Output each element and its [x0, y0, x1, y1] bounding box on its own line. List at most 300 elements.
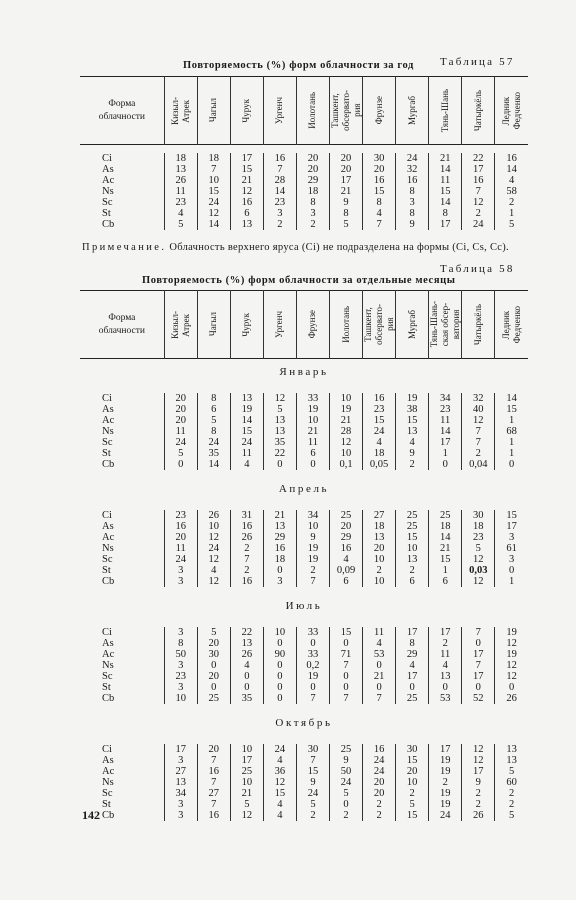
- table-cell: 31: [230, 510, 263, 521]
- table-cell: 5: [495, 810, 528, 821]
- station-name: Чагыл: [208, 312, 219, 337]
- table-cell: 26: [495, 693, 528, 704]
- table-cell: 10: [396, 777, 429, 788]
- table-row: [80, 219, 528, 230]
- station-name: Чурук: [241, 98, 252, 123]
- table-cell: 6: [396, 576, 429, 587]
- table-cell: 24: [197, 543, 230, 554]
- table-cell: 21: [330, 186, 363, 197]
- table-cell: 19: [296, 543, 329, 554]
- table-cell: 11: [429, 415, 462, 426]
- table-cell: 12: [495, 660, 528, 671]
- table-cell: 5: [495, 766, 528, 777]
- table-cell: 25: [396, 693, 429, 704]
- station-name: Фрунзе: [307, 310, 318, 339]
- table-cell: 6: [230, 208, 263, 219]
- table-cell: 12: [230, 186, 263, 197]
- table-cell: 10: [164, 693, 197, 704]
- cloud-form-label: St: [102, 447, 111, 459]
- table-cell: 14: [263, 186, 296, 197]
- table-cell: 16: [330, 543, 363, 554]
- cloud-form-label: Ac: [102, 531, 115, 543]
- note-text: Облачность верхнего яруса (Ci) не подразделена на формы (Ci, Cs, Cc).: [169, 242, 509, 253]
- table-cell: 3: [296, 208, 329, 219]
- table-cell: 16: [363, 744, 396, 755]
- table-cell: 16: [263, 153, 296, 164]
- column-header: [462, 77, 495, 145]
- cloud-form-label: Ac: [102, 765, 115, 777]
- table-cell: 17: [396, 627, 429, 638]
- table-cell: 26: [230, 649, 263, 660]
- cloud-form-label: Sc: [102, 553, 113, 565]
- table-cell: 16: [363, 393, 396, 404]
- table-cell: 3: [164, 627, 197, 638]
- table-cell: 19: [429, 766, 462, 777]
- station-name: Ургенч: [274, 97, 285, 124]
- table-cell: 8: [396, 186, 429, 197]
- table-cell: 26: [197, 510, 230, 521]
- table-cell: 5: [330, 788, 363, 799]
- table-cell: 20: [296, 153, 329, 164]
- table-cell: 2: [263, 219, 296, 230]
- station-name: Кизыл- Атрек: [169, 96, 191, 125]
- table-cell: 68: [495, 426, 528, 437]
- table-cell: 0: [495, 682, 528, 693]
- table-cell: 3: [164, 576, 197, 587]
- table-row: [80, 543, 528, 554]
- table-row: [80, 671, 528, 682]
- table-cell: 35: [263, 437, 296, 448]
- station-name: Чурук: [241, 312, 252, 337]
- table-row: [80, 766, 528, 777]
- table-cell: 6: [197, 404, 230, 415]
- table-cell: 0: [296, 638, 329, 649]
- cloud-form-label: Cb: [102, 692, 115, 704]
- table-cell: 28: [330, 426, 363, 437]
- table-cell: 33: [296, 649, 329, 660]
- table-row: [80, 627, 528, 638]
- table-cell: 23: [462, 532, 495, 543]
- table-cell: 7: [197, 799, 230, 810]
- table-row: [80, 682, 528, 693]
- table-cell: 25: [396, 521, 429, 532]
- table-cell: 29: [396, 649, 429, 660]
- table-cell: 2: [396, 788, 429, 799]
- table-cell: 13: [164, 164, 197, 175]
- table-cell: 3: [396, 197, 429, 208]
- table-cell: 19: [330, 404, 363, 415]
- table-cell: 15: [396, 755, 429, 766]
- table-cell: 23: [164, 510, 197, 521]
- table-cell: 17: [330, 175, 363, 186]
- table-cell: 4: [263, 810, 296, 821]
- table-cell: 15: [429, 554, 462, 565]
- table-cell: 5: [396, 799, 429, 810]
- month-heading: Октябрь: [275, 716, 333, 729]
- table-cell: 61: [495, 543, 528, 554]
- table-cell: 19: [429, 799, 462, 810]
- cloud-form-label: Sc: [102, 436, 113, 448]
- cloud-form-label: Ns: [102, 425, 114, 437]
- table-cell: 12: [462, 197, 495, 208]
- table-cell: 9: [330, 197, 363, 208]
- month-heading: Апрель: [278, 482, 330, 495]
- cloud-form-label: Ns: [102, 186, 114, 197]
- table-cell: 10: [296, 415, 329, 426]
- table-cell: 21: [330, 415, 363, 426]
- table-cell: 33: [296, 627, 329, 638]
- table-cell: 8: [330, 208, 363, 219]
- table-cell: 34: [429, 393, 462, 404]
- table-cell: 35: [197, 448, 230, 459]
- table-cell: 7: [462, 627, 495, 638]
- table-cell: 30: [296, 744, 329, 755]
- table-cell: 13: [230, 393, 263, 404]
- table-cell: 17: [429, 437, 462, 448]
- table-cell: 34: [164, 788, 197, 799]
- table-cell: 4: [363, 208, 396, 219]
- table-cell: 7: [462, 660, 495, 671]
- table-cell: 38: [396, 404, 429, 415]
- table-cell: 30: [396, 744, 429, 755]
- table-row: [80, 404, 528, 415]
- cloud-form-label: Ns: [102, 776, 114, 788]
- table-cell: 0,03: [462, 565, 495, 576]
- table-row: [80, 810, 528, 821]
- column-header: [429, 291, 462, 359]
- table-cell: 5: [263, 404, 296, 415]
- table-cell: 3: [164, 810, 197, 821]
- table-cell: 17: [462, 671, 495, 682]
- table-cell: 12: [197, 576, 230, 587]
- table-cell: 14: [429, 197, 462, 208]
- table-cell: 23: [263, 197, 296, 208]
- table-cell: 11: [296, 437, 329, 448]
- table-cell: 15: [197, 186, 230, 197]
- table-cell: 58: [495, 186, 528, 197]
- table-cell: 5: [462, 543, 495, 554]
- table-cell: 13: [263, 521, 296, 532]
- table-cell: 60: [495, 777, 528, 788]
- station-name: Мургаб: [406, 95, 417, 126]
- table-cell: 9: [462, 777, 495, 788]
- table-cell: 14: [197, 459, 230, 470]
- table-row: [80, 660, 528, 671]
- column-header: [363, 291, 396, 359]
- table-cell: 25: [429, 510, 462, 521]
- column-header: [197, 291, 230, 359]
- table-cell: 21: [429, 543, 462, 554]
- row-header-label: Форма облачности: [98, 98, 145, 122]
- column-header: [197, 77, 230, 145]
- table-cell: 0: [330, 799, 363, 810]
- table-58-title: Повторяемость (%) форм облачности за отдельные месяцы: [142, 275, 456, 286]
- table-cell: 20: [330, 521, 363, 532]
- table-cell: 21: [363, 671, 396, 682]
- table-57: [80, 76, 528, 230]
- cloud-form-label: Ci: [102, 392, 112, 404]
- table-cell: 11: [429, 649, 462, 660]
- table-cell: 17: [230, 153, 263, 164]
- cloud-form-label: Cb: [102, 809, 115, 821]
- table-cell: 3: [495, 554, 528, 565]
- table-cell: 12: [462, 554, 495, 565]
- table-cell: 15: [396, 415, 429, 426]
- table-cell: 5: [164, 219, 197, 230]
- table-cell: 21: [263, 510, 296, 521]
- cloud-form-label: Sc: [102, 197, 113, 208]
- table-cell: 0: [263, 693, 296, 704]
- table-cell: 23: [429, 404, 462, 415]
- table-row: [80, 799, 528, 810]
- table-cell: 12: [462, 415, 495, 426]
- table-cell: 11: [164, 186, 197, 197]
- cloud-form-label: Ac: [102, 414, 115, 426]
- table-cell: 20: [164, 532, 197, 543]
- table-cell: 16: [263, 543, 296, 554]
- month-heading-row: [80, 476, 528, 502]
- table-cell: 19: [230, 404, 263, 415]
- table-cell: 24: [197, 437, 230, 448]
- table-cell: 1: [429, 565, 462, 576]
- table-cell: 7: [330, 693, 363, 704]
- table-cell: 18: [197, 153, 230, 164]
- table-cell: 5: [230, 799, 263, 810]
- table-row: [80, 755, 528, 766]
- cloud-form-label: Ci: [102, 153, 112, 164]
- table-cell: 19: [495, 649, 528, 660]
- table-cell: 0: [263, 638, 296, 649]
- table-cell: 19: [429, 755, 462, 766]
- table-cell: 4: [396, 437, 429, 448]
- table-57-caption: Таблица 57: [440, 56, 515, 68]
- table-cell: 22: [462, 153, 495, 164]
- table-cell: 30: [197, 649, 230, 660]
- table-cell: 2: [462, 208, 495, 219]
- table-cell: 8: [296, 197, 329, 208]
- table-cell: 24: [330, 777, 363, 788]
- table-cell: 14: [495, 393, 528, 404]
- table-cell: 9: [396, 448, 429, 459]
- table-cell: 5: [495, 219, 528, 230]
- table-cell: 16: [363, 175, 396, 186]
- table-cell: 13: [263, 426, 296, 437]
- table-row: [80, 153, 528, 164]
- table-cell: 4: [429, 660, 462, 671]
- table-cell: 18: [164, 153, 197, 164]
- table-cell: 9: [396, 219, 429, 230]
- station-name: Мургаб: [406, 309, 417, 340]
- table-row: [80, 208, 528, 219]
- table-cell: 12: [197, 532, 230, 543]
- month-heading-row: [80, 710, 528, 736]
- table-cell: 25: [230, 766, 263, 777]
- station-name: Чатыркёль: [472, 303, 483, 346]
- table-cell: 40: [462, 404, 495, 415]
- table-cell: 4: [263, 799, 296, 810]
- table-cell: 15: [330, 627, 363, 638]
- table-cell: 18: [462, 521, 495, 532]
- table-cell: 10: [197, 521, 230, 532]
- table-cell: 15: [230, 164, 263, 175]
- table-58: [80, 290, 528, 827]
- table-cell: 2: [429, 638, 462, 649]
- table-cell: 3: [164, 682, 197, 693]
- table-cell: 4: [230, 459, 263, 470]
- table-cell: 20: [363, 788, 396, 799]
- table-cell: 19: [296, 404, 329, 415]
- table-cell: 24: [263, 744, 296, 755]
- table-cell: 25: [330, 744, 363, 755]
- table-cell: 90: [263, 649, 296, 660]
- table-cell: 15: [230, 426, 263, 437]
- table-cell: 16: [197, 810, 230, 821]
- table-cell: 0: [330, 638, 363, 649]
- table-57-title: Повторяемость (%) форм облачности за год: [183, 60, 414, 71]
- table-row: [80, 437, 528, 448]
- table-cell: 0: [263, 660, 296, 671]
- table-cell: 26: [164, 175, 197, 186]
- table-cell: 29: [263, 532, 296, 543]
- table-cell: 6: [296, 448, 329, 459]
- table-cell: 14: [495, 164, 528, 175]
- table-cell: 15: [429, 186, 462, 197]
- table-cell: 20: [330, 164, 363, 175]
- station-name: Тянь-Шань: [439, 88, 450, 133]
- table-cell: 10: [363, 554, 396, 565]
- table-cell: 9: [296, 777, 329, 788]
- table-row: [80, 448, 528, 459]
- table-cell: 0: [396, 682, 429, 693]
- table-cell: 21: [296, 426, 329, 437]
- table-cell: 24: [296, 788, 329, 799]
- table-57-note: [82, 240, 528, 255]
- column-header: [296, 77, 329, 145]
- table-cell: 2: [495, 197, 528, 208]
- table-cell: 7: [363, 693, 396, 704]
- cloud-form-label: Ci: [102, 743, 112, 755]
- table-cell: 21: [429, 153, 462, 164]
- cloud-form-label: Ac: [102, 648, 115, 660]
- table-cell: 10: [296, 521, 329, 532]
- table-cell: 4: [495, 175, 528, 186]
- cloud-form-label: As: [102, 164, 114, 175]
- table-cell: 10: [330, 448, 363, 459]
- table-row: [80, 788, 528, 799]
- cloud-form-label: Ci: [102, 509, 112, 521]
- table-cell: 2: [363, 810, 396, 821]
- table-cell: 24: [429, 810, 462, 821]
- table-row: [80, 638, 528, 649]
- table-cell: 2: [429, 777, 462, 788]
- table-cell: 24: [462, 219, 495, 230]
- table-cell: 3: [164, 755, 197, 766]
- table-cell: 14: [230, 415, 263, 426]
- table-cell: 27: [363, 510, 396, 521]
- table-cell: 14: [429, 426, 462, 437]
- table-cell: 17: [396, 671, 429, 682]
- row-header: [80, 291, 164, 359]
- table-cell: 17: [462, 164, 495, 175]
- table-cell: 15: [296, 766, 329, 777]
- table-cell: 9: [330, 755, 363, 766]
- station-name: Иолотань: [340, 306, 351, 343]
- column-header: [330, 291, 363, 359]
- table-cell: 0,1: [330, 459, 363, 470]
- table-cell: 2: [396, 459, 429, 470]
- table-cell: 16: [230, 521, 263, 532]
- table-cell: 15: [396, 532, 429, 543]
- table-cell: 20: [363, 777, 396, 788]
- table-cell: 4: [396, 660, 429, 671]
- table-cell: 15: [495, 404, 528, 415]
- table-cell: 7: [296, 755, 329, 766]
- table-cell: 11: [230, 448, 263, 459]
- table-cell: 20: [363, 164, 396, 175]
- table-cell: 10: [396, 543, 429, 554]
- column-header: [230, 77, 263, 145]
- table-cell: 12: [330, 437, 363, 448]
- table-cell: 8: [197, 426, 230, 437]
- row-header-label: Форма облачности: [98, 312, 145, 336]
- table-cell: 0: [197, 682, 230, 693]
- table-cell: 19: [296, 671, 329, 682]
- table-cell: 28: [263, 175, 296, 186]
- table-cell: 19: [495, 627, 528, 638]
- table-cell: 30: [363, 153, 396, 164]
- table-cell: 2: [462, 448, 495, 459]
- table-cell: 3: [164, 660, 197, 671]
- table-cell: 18: [429, 521, 462, 532]
- table-cell: 1: [495, 576, 528, 587]
- table-row: [80, 510, 528, 521]
- table-cell: 3: [263, 576, 296, 587]
- table-cell: 17: [230, 755, 263, 766]
- table-cell: 20: [164, 415, 197, 426]
- table-cell: 18: [363, 448, 396, 459]
- station-name: Тянь-Шань- ская обсер- ватория: [428, 301, 461, 348]
- table-cell: 7: [462, 426, 495, 437]
- table-cell: 13: [495, 755, 528, 766]
- table-cell: 23: [164, 197, 197, 208]
- month-heading-row: [80, 593, 528, 619]
- table-cell: 27: [197, 788, 230, 799]
- station-name: Ледник Федченко: [500, 305, 522, 344]
- table-cell: 8: [396, 208, 429, 219]
- table-cell: 2: [363, 565, 396, 576]
- table-cell: 7: [462, 437, 495, 448]
- table-cell: 17: [429, 219, 462, 230]
- table-cell: 20: [197, 744, 230, 755]
- table-cell: 0: [164, 459, 197, 470]
- table-cell: 13: [164, 777, 197, 788]
- table-cell: 53: [429, 693, 462, 704]
- station-name: Кизыл- Атрек: [169, 310, 191, 339]
- table-cell: 2: [330, 810, 363, 821]
- table-58-caption: Таблица 58: [440, 263, 515, 275]
- cloud-form-label: St: [102, 564, 111, 576]
- table-cell: 5: [197, 627, 230, 638]
- table-cell: 7: [230, 554, 263, 565]
- table-cell: 22: [230, 627, 263, 638]
- table-cell: 1: [495, 415, 528, 426]
- station-name: Фрунзе: [373, 96, 384, 125]
- table-cell: 14: [429, 532, 462, 543]
- table-cell: 17: [462, 766, 495, 777]
- table-cell: 20: [164, 404, 197, 415]
- table-cell: 7: [296, 576, 329, 587]
- column-header: [263, 77, 296, 145]
